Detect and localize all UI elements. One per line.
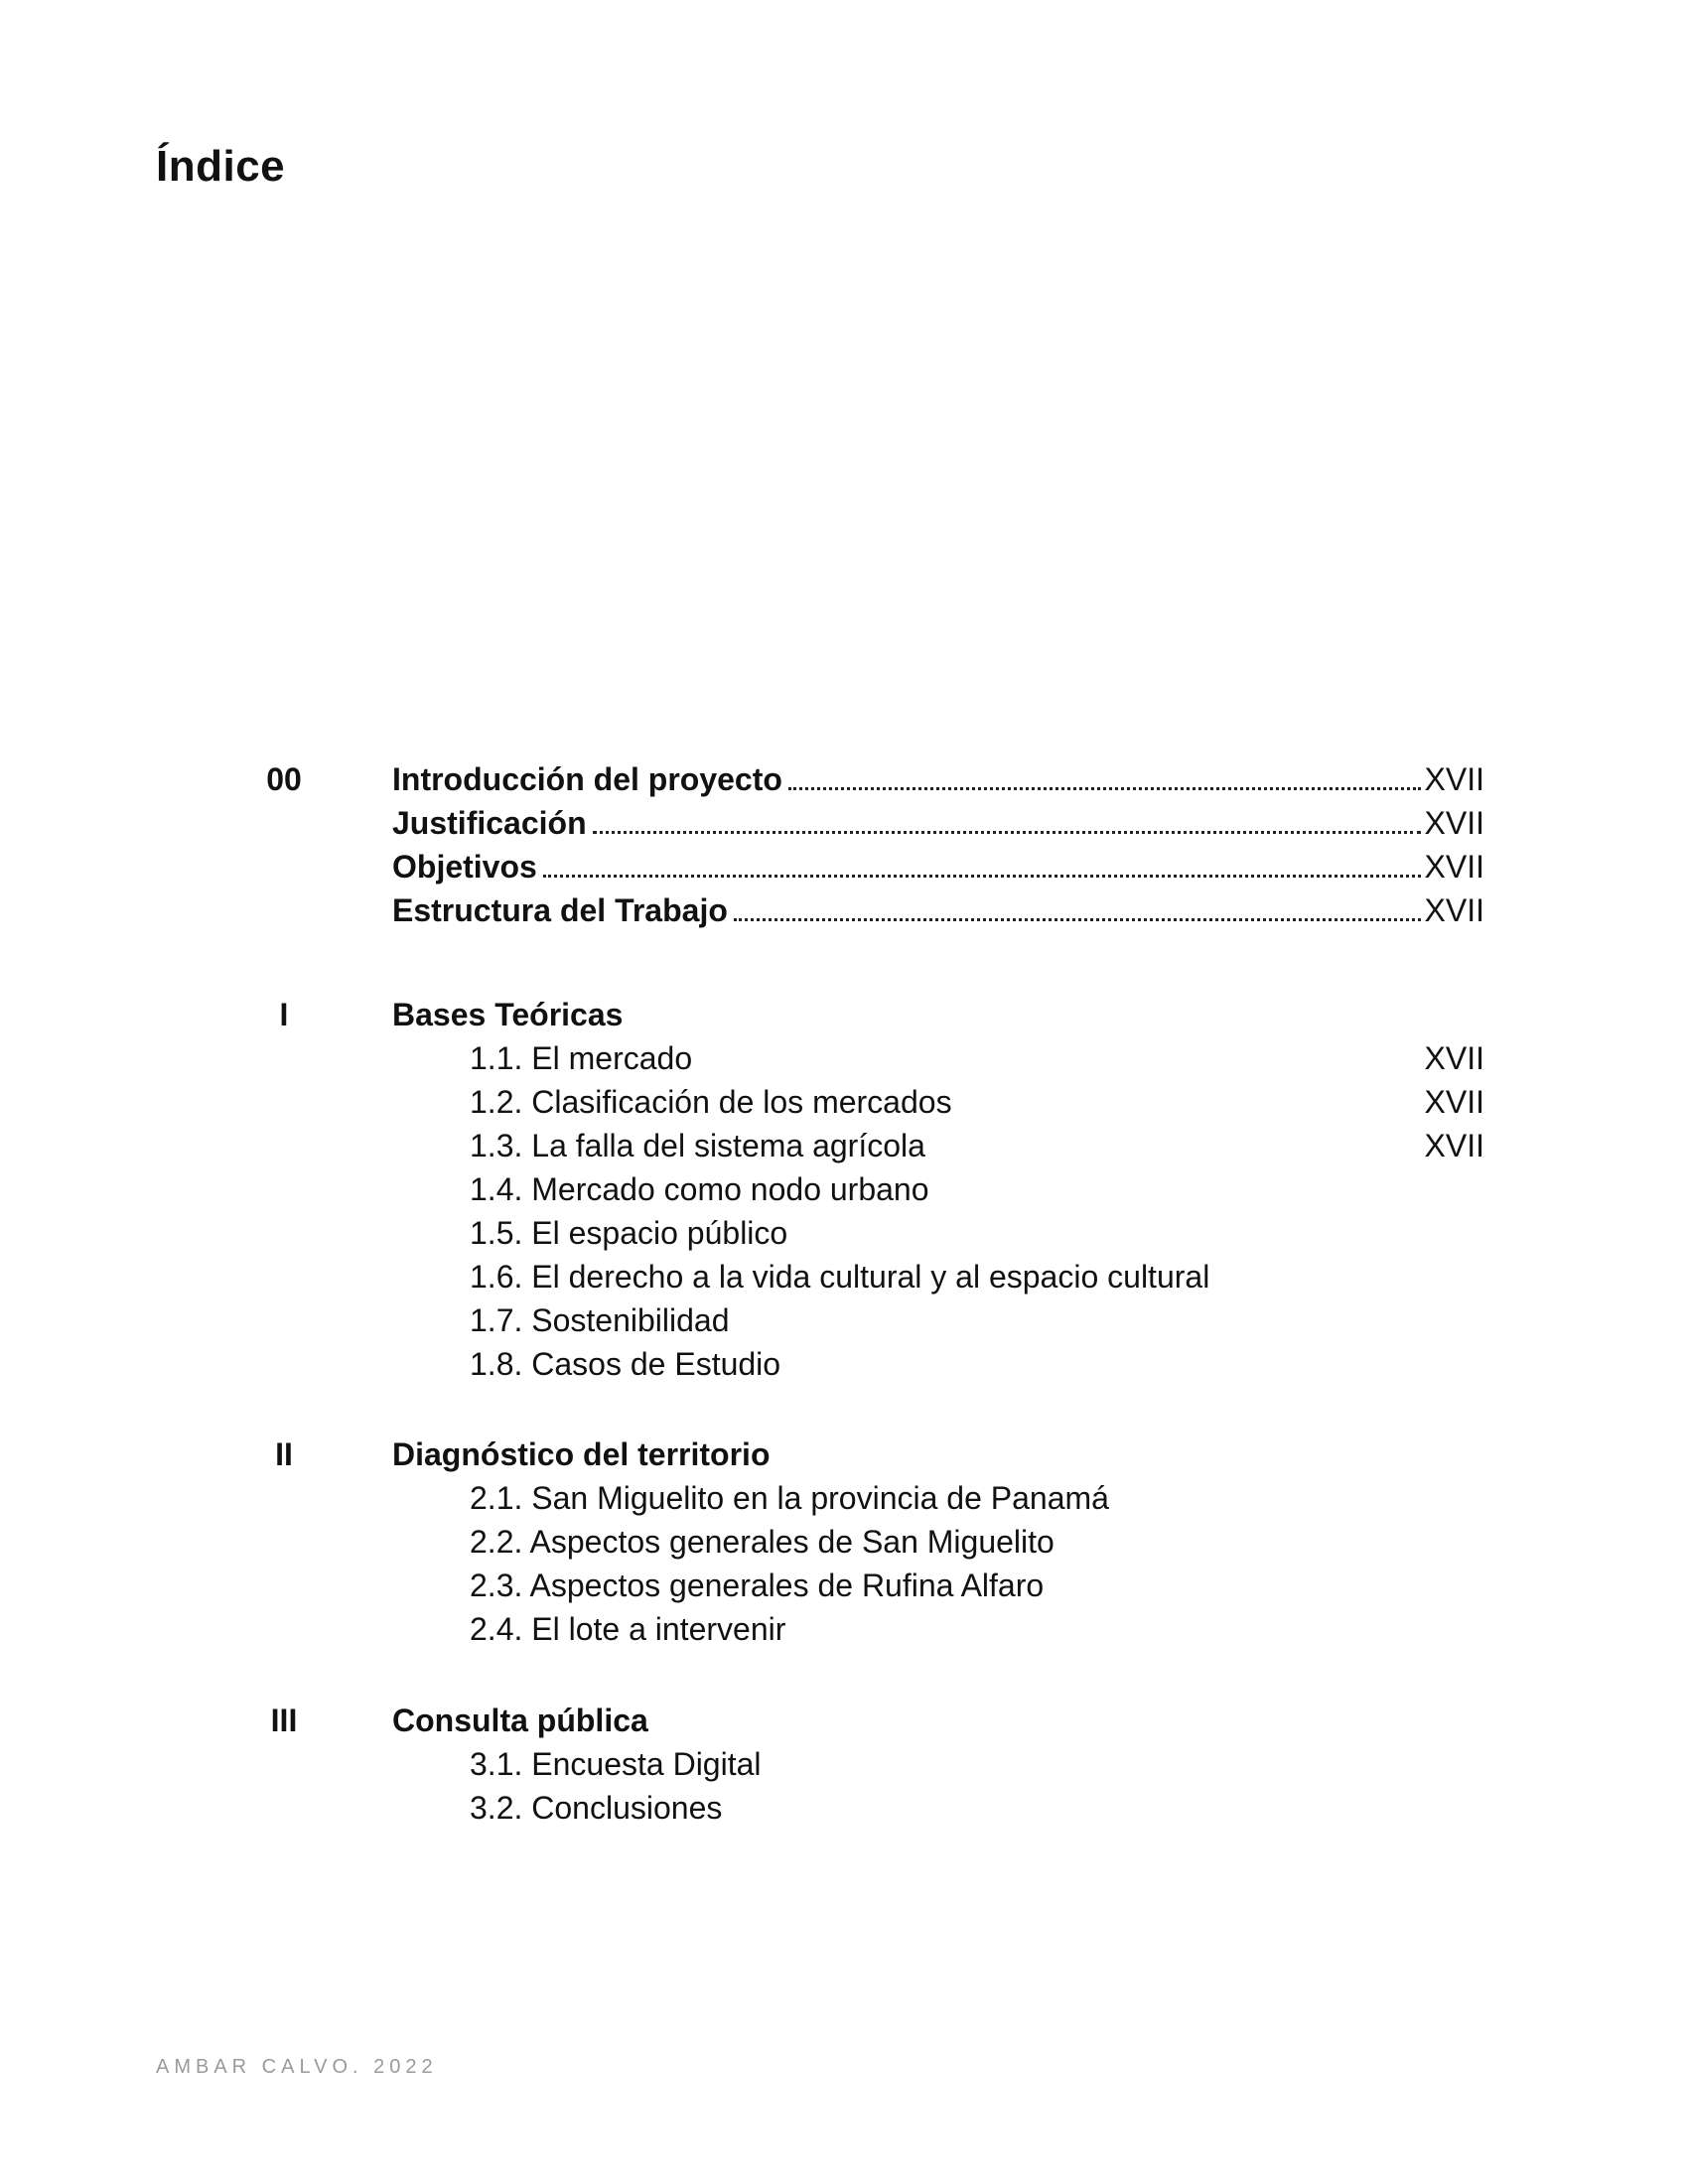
page-title: Índice — [156, 142, 286, 191]
toc-entry-label: Justificación — [392, 805, 587, 841]
toc-subentry[interactable] — [470, 1080, 1484, 1124]
toc-subentry[interactable] — [470, 1786, 1484, 1830]
section-number: 00 — [266, 761, 302, 797]
dot-leader — [593, 830, 1421, 834]
dot-leader — [734, 917, 1421, 921]
toc-subentry[interactable] — [470, 1607, 1484, 1651]
toc-subentry[interactable] — [470, 1298, 1484, 1342]
toc-subentry[interactable] — [470, 1342, 1484, 1386]
toc-subentry-label: 2.2. Aspectos generales de San Miguelito — [470, 1524, 1055, 1560]
toc-subentry[interactable] — [470, 1124, 1484, 1167]
toc-subentry-label: 1.8. Casos de Estudio — [470, 1346, 781, 1382]
toc-subentry-label: 1.4. Mercado como nodo urbano — [470, 1171, 929, 1207]
toc-subentry-label: 1.1. El mercado — [470, 1040, 693, 1076]
toc-entry-page: XVII — [1424, 892, 1484, 928]
section-heading-label: Diagnóstico del territorio — [392, 1436, 771, 1472]
toc-entry-label: Introducción del proyecto — [392, 761, 782, 797]
toc-entry[interactable] — [392, 845, 1484, 888]
section-heading-label: Consulta pública — [392, 1703, 648, 1738]
toc-entry[interactable] — [392, 801, 1484, 845]
toc-subentry-label: 2.1. San Miguelito en la provincia de Panamá — [470, 1480, 1109, 1516]
toc-subentry[interactable] — [470, 1742, 1484, 1786]
toc-entry-label: Estructura del Trabajo — [392, 892, 728, 928]
toc-subentry-label: 3.1. Encuesta Digital — [470, 1746, 762, 1782]
toc-entry[interactable] — [392, 757, 1484, 801]
toc-subentry-label: 1.2. Clasificación de los mercados — [470, 1084, 952, 1120]
toc-subentry[interactable] — [470, 1211, 1484, 1255]
section-heading[interactable] — [392, 1699, 1484, 1742]
toc-subentry-label: 1.3. La falla del sistema agrícola — [470, 1128, 925, 1163]
toc-subentry-label: 1.5. El espacio público — [470, 1215, 788, 1251]
toc-subentry-label: 1.7. Sostenibilidad — [470, 1302, 730, 1338]
toc-entry-page: XVII — [1424, 761, 1484, 797]
toc-subentry[interactable] — [470, 1036, 1484, 1080]
toc-subentry[interactable] — [470, 1520, 1484, 1564]
dot-leader — [543, 874, 1421, 878]
toc-subentry-page: XVII — [1424, 1128, 1484, 1163]
section-heading[interactable] — [392, 1433, 1484, 1476]
section-heading-label: Bases Teóricas — [392, 997, 624, 1032]
toc-subentry-label: 2.4. El lote a intervenir — [470, 1611, 786, 1647]
toc-subentry-label: 1.6. El derecho a la vida cultural y al espacio cultural — [470, 1259, 1210, 1295]
toc-subentry[interactable] — [470, 1564, 1484, 1607]
dot-leader — [788, 786, 1421, 790]
section-heading[interactable] — [392, 993, 1484, 1036]
toc-subentry-page: XVII — [1424, 1084, 1484, 1120]
page-footer: AMBAR CALVO. 2022 — [156, 2056, 438, 2078]
section-number: II — [275, 1436, 293, 1472]
toc-subentry[interactable] — [470, 1255, 1484, 1298]
toc-subentry[interactable] — [470, 1476, 1484, 1520]
toc-subentry-page: XVII — [1424, 1040, 1484, 1076]
section-number: III — [270, 1703, 298, 1738]
toc-subentry-label: 2.3. Aspectos generales de Rufina Alfaro — [470, 1568, 1045, 1603]
toc-subentry-label: 3.2. Conclusiones — [470, 1790, 723, 1826]
section-number: I — [279, 997, 289, 1032]
toc-entry-page: XVII — [1424, 849, 1484, 885]
toc-entry[interactable] — [392, 888, 1484, 932]
toc-entry-label: Objetivos — [392, 849, 537, 885]
toc-subentry[interactable] — [470, 1167, 1484, 1211]
toc-entry-page: XVII — [1424, 805, 1484, 841]
